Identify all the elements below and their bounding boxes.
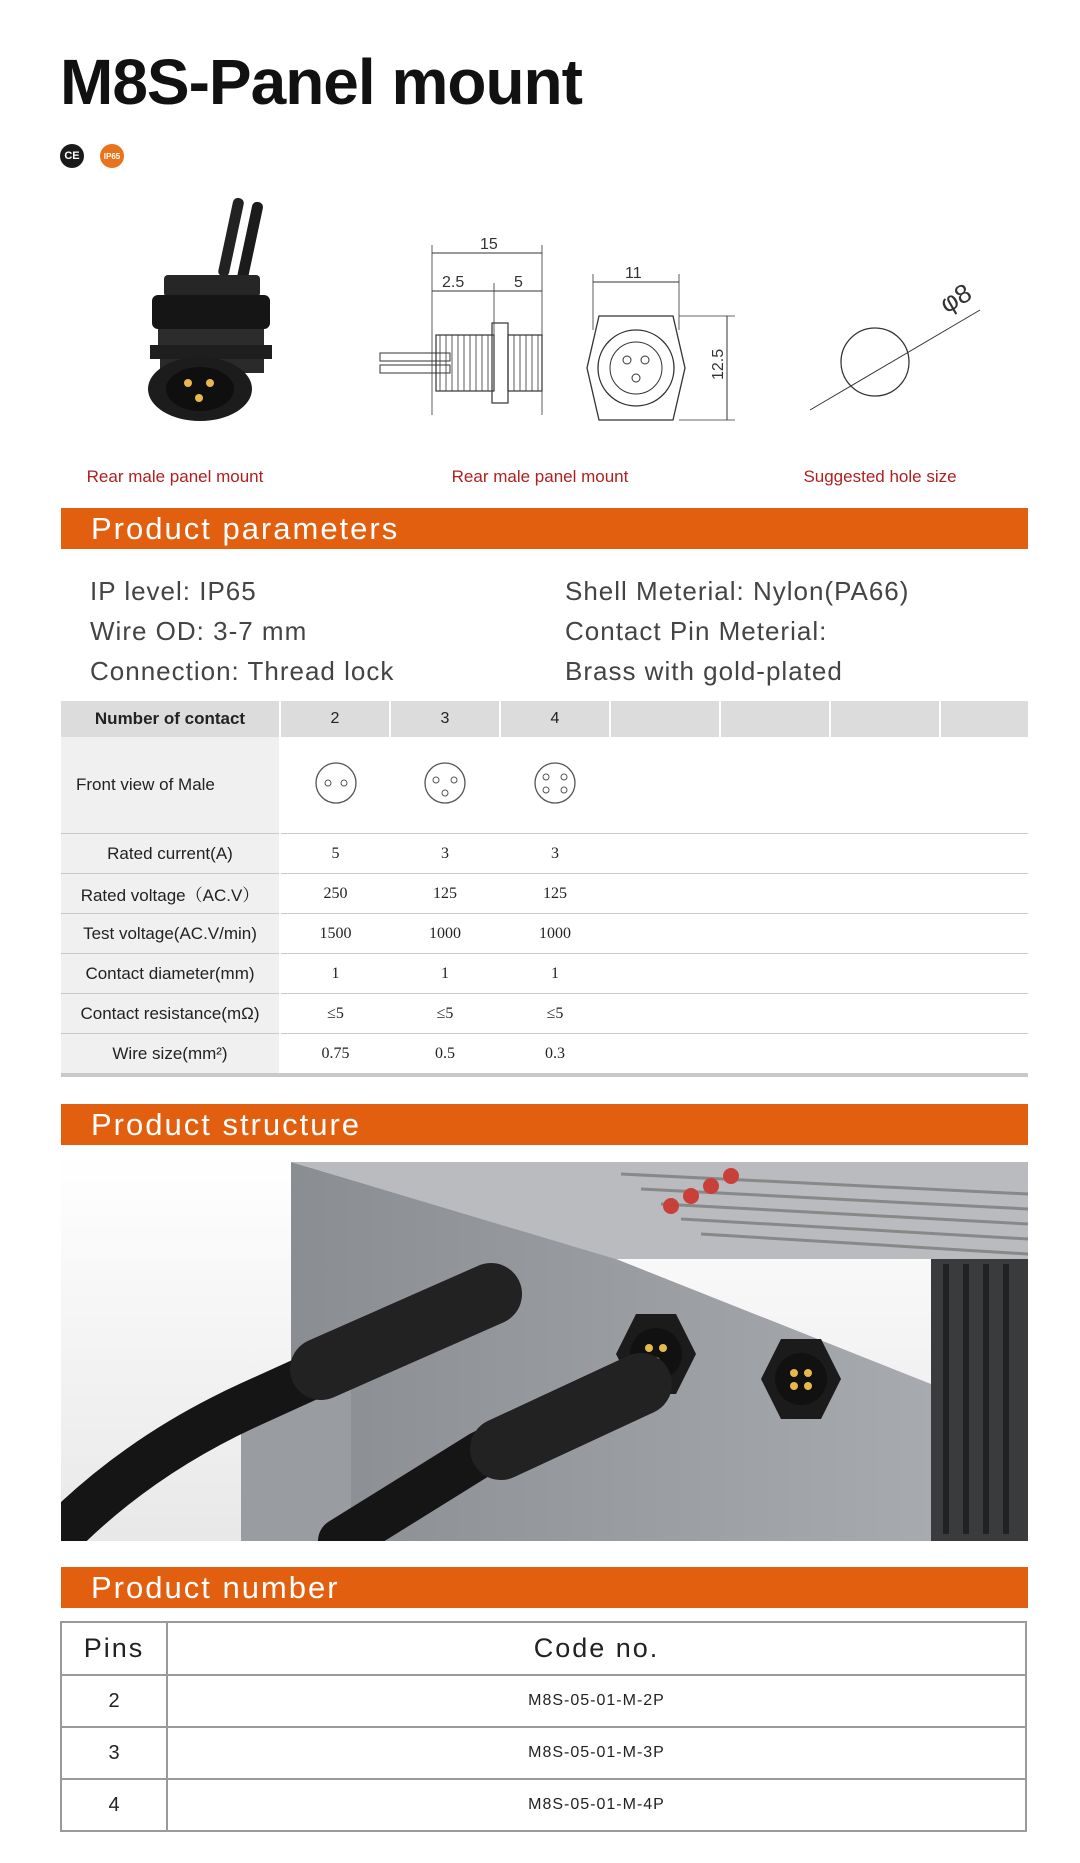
front-dimension-drawing	[585, 260, 755, 430]
caption-photo: Rear male panel mount	[86, 467, 264, 486]
product-number-table	[60, 1621, 1027, 1832]
spec-value: ≤5	[280, 994, 390, 1034]
param-contact-pin-value: Brass with gold-plated	[565, 656, 843, 686]
spec-header-label: Number of contact	[61, 701, 280, 737]
spec-value: 1	[280, 954, 390, 994]
contact-count: 2	[280, 701, 390, 737]
pn-header-row	[61, 1622, 1026, 1675]
pn-code: M8S-05-01-M-3P	[167, 1727, 1026, 1779]
spec-value: 1000	[390, 914, 500, 954]
pn-pins: 4	[61, 1779, 167, 1831]
hole-size-drawing	[800, 270, 1010, 420]
param-connection: Connection: Thread lock	[90, 656, 395, 686]
dim-height: 12.5	[710, 348, 727, 380]
param-wire-od: Wire OD: 3-7 mm	[90, 616, 308, 646]
param-ip-level: IP level: IP65	[90, 576, 257, 606]
param-shell: Shell Meterial: Nylon(PA66)	[565, 576, 910, 606]
front-view-label: Front view of Male	[61, 737, 280, 834]
spec-table	[61, 701, 1028, 1077]
spec-value: 1000	[500, 914, 610, 954]
spec-value: 1	[500, 954, 610, 994]
spec-row	[61, 954, 1028, 994]
pn-row	[61, 1779, 1026, 1831]
caption-drawing: Rear male panel mount	[451, 467, 629, 486]
spec-row	[61, 994, 1028, 1034]
spec-value: ≤5	[390, 994, 500, 1034]
section-structure-title: Product structure	[61, 1104, 1028, 1145]
spec-value: 3	[500, 834, 610, 874]
connector-photo	[110, 195, 290, 425]
spec-value: 3	[390, 834, 500, 874]
pn-header-pins: Pins	[61, 1622, 167, 1675]
spec-value: 125	[390, 874, 500, 914]
dim-hole: φ8	[934, 277, 977, 319]
spec-value: 5	[280, 834, 390, 874]
spec-row	[61, 914, 1028, 954]
product-structure-image	[61, 1154, 1028, 1541]
contact-count: 3	[390, 701, 500, 737]
front-view-3pin-icon	[390, 737, 500, 834]
spec-row-label: Rated voltage（AC.V）	[61, 874, 280, 914]
dim-overall: 15	[480, 236, 498, 253]
section-number-title: Product number	[61, 1567, 1028, 1608]
dim-front: 2.5	[442, 274, 465, 291]
spec-row-label: Test voltage(AC.V/min)	[61, 914, 280, 954]
spec-value: 1	[390, 954, 500, 994]
spec-value: ≤5	[500, 994, 610, 1034]
spec-row-label: Wire size(mm²)	[61, 1034, 280, 1076]
spec-row-label: Contact diameter(mm)	[61, 954, 280, 994]
spec-row	[61, 1034, 1028, 1076]
spec-row-label: Rated current(A)	[61, 834, 280, 874]
spec-row	[61, 874, 1028, 914]
spec-row-label: Contact resistance(mΩ)	[61, 994, 280, 1034]
spec-row	[61, 834, 1028, 874]
pn-code: M8S-05-01-M-4P	[167, 1779, 1026, 1831]
contact-count: 4	[500, 701, 610, 737]
spec-value: 250	[280, 874, 390, 914]
front-view-4pin-icon	[500, 737, 610, 834]
spec-value: 0.75	[280, 1034, 390, 1076]
spec-front-view-row	[61, 737, 1028, 834]
section-parameters-title: Product parameters	[61, 508, 1028, 549]
spec-value: 0.5	[390, 1034, 500, 1076]
front-view-2pin-icon	[280, 737, 390, 834]
spec-value: 1500	[280, 914, 390, 954]
pn-header-code: Code no.	[167, 1622, 1026, 1675]
page-title: M8S-Panel mount	[60, 46, 582, 118]
pn-pins: 3	[61, 1727, 167, 1779]
pn-pins: 2	[61, 1675, 167, 1727]
ip65-badge-icon: IP65	[100, 144, 124, 168]
param-contact-pin: Contact Pin Meterial:	[565, 616, 828, 646]
pn-code: M8S-05-01-M-2P	[167, 1675, 1026, 1727]
pn-row	[61, 1727, 1026, 1779]
caption-hole: Suggested hole size	[803, 467, 957, 486]
ce-mark-icon: CE	[60, 144, 84, 168]
dim-thread: 5	[514, 274, 523, 291]
pn-row	[61, 1675, 1026, 1727]
spec-value: 125	[500, 874, 610, 914]
dim-width: 11	[625, 265, 642, 282]
side-dimension-drawing	[370, 235, 560, 440]
spec-value: 0.3	[500, 1034, 610, 1076]
spec-header-row	[61, 701, 1028, 737]
